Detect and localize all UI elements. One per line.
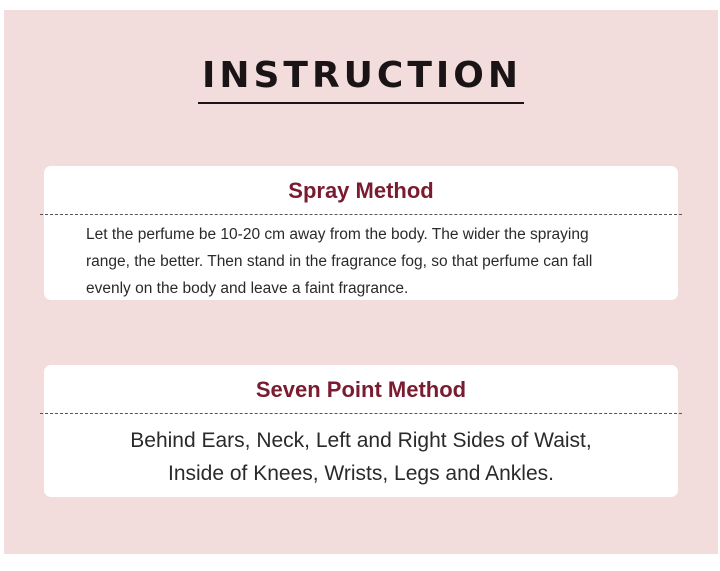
description-line: Behind Ears, Neck, Left and Right Sides of Waist, [130, 429, 592, 452]
seven-point-method-description [44, 414, 678, 490]
description-line: Let the perfume be 10-20 cm away from the body. The wider the spraying [86, 226, 589, 243]
description-line: evenly on the body and leave a faint fragrance. [86, 280, 409, 297]
seven-point-method-title: Seven Point Method [255, 377, 467, 402]
page-heading [4, 56, 718, 104]
description-line: range, the better. Then stand in the fragrance fog, so that perfume can fall [86, 253, 593, 270]
page-title: INSTRUCTION [198, 56, 524, 104]
description-line: Inside of Knees, Wrists, Legs and Ankles. [168, 462, 554, 485]
instruction-panel [4, 10, 718, 554]
spray-method-description [44, 215, 678, 302]
spray-method-card [44, 166, 678, 300]
seven-point-method-card [44, 365, 678, 497]
spray-method-title: Spray Method [288, 178, 434, 203]
